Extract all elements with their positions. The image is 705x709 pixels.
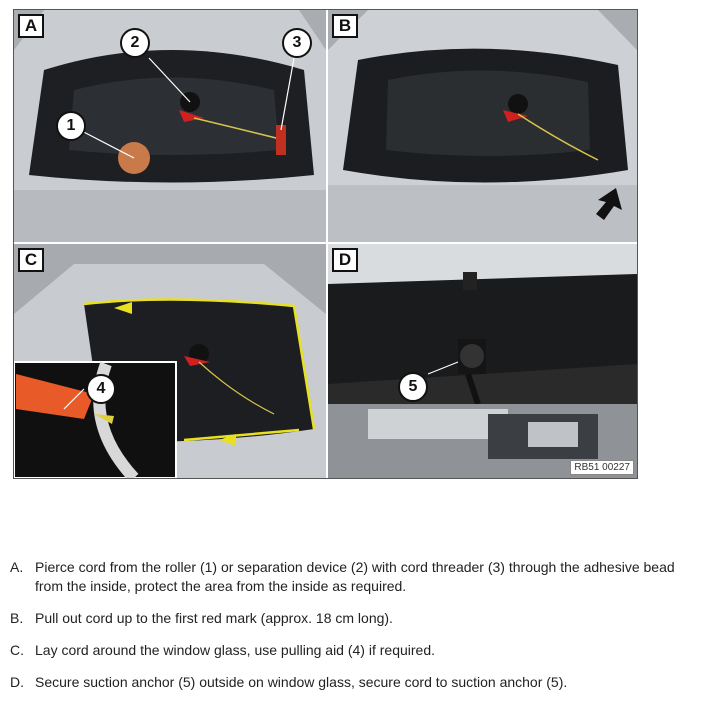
step-c: [10, 641, 700, 660]
panel-d: [328, 244, 637, 478]
step-letter: B.: [10, 610, 24, 626]
step-text: Pull out cord up to the first red mark (approx. 18 cm long).: [35, 610, 393, 626]
step-text: Secure suction anchor (5) outside on window glass, secure cord to suction anchor (5).: [35, 674, 568, 690]
panel-label-b: B: [332, 14, 358, 38]
step-text: Pierce cord from the roller (1) or separation device (2) with cord threader (3) through the adhesive bead from the inside, protect the area from the inside as required.: [35, 559, 675, 594]
step-letter: A.: [10, 559, 24, 575]
steps-list: [10, 558, 700, 705]
callout-4: 4: [86, 374, 116, 404]
panel-b-photo: [328, 10, 637, 242]
panel-label-d: D: [332, 248, 358, 272]
panel-b: [328, 10, 637, 242]
callout-2: 2: [120, 28, 150, 58]
step-letter: C.: [10, 642, 24, 658]
panel-d-photo: [328, 244, 637, 478]
step-letter: D.: [10, 674, 24, 690]
panel-a: [14, 10, 326, 242]
arrow-icon: [596, 190, 626, 220]
step-d: [10, 673, 700, 692]
procedure-figure: [13, 9, 638, 479]
step-b: [10, 609, 700, 628]
panel-c-photo: [14, 244, 326, 478]
reference-code: RB51 00227: [570, 460, 634, 475]
callout-3: 3: [282, 28, 312, 58]
step-a: [10, 558, 700, 596]
callout-1: 1: [56, 111, 86, 141]
step-text: Lay cord around the window glass, use pulling aid (4) if required.: [35, 642, 436, 658]
panel-c: [14, 244, 326, 478]
panel-label-a: A: [18, 14, 44, 38]
callout-5: 5: [398, 372, 428, 402]
panel-label-c: C: [18, 248, 44, 272]
